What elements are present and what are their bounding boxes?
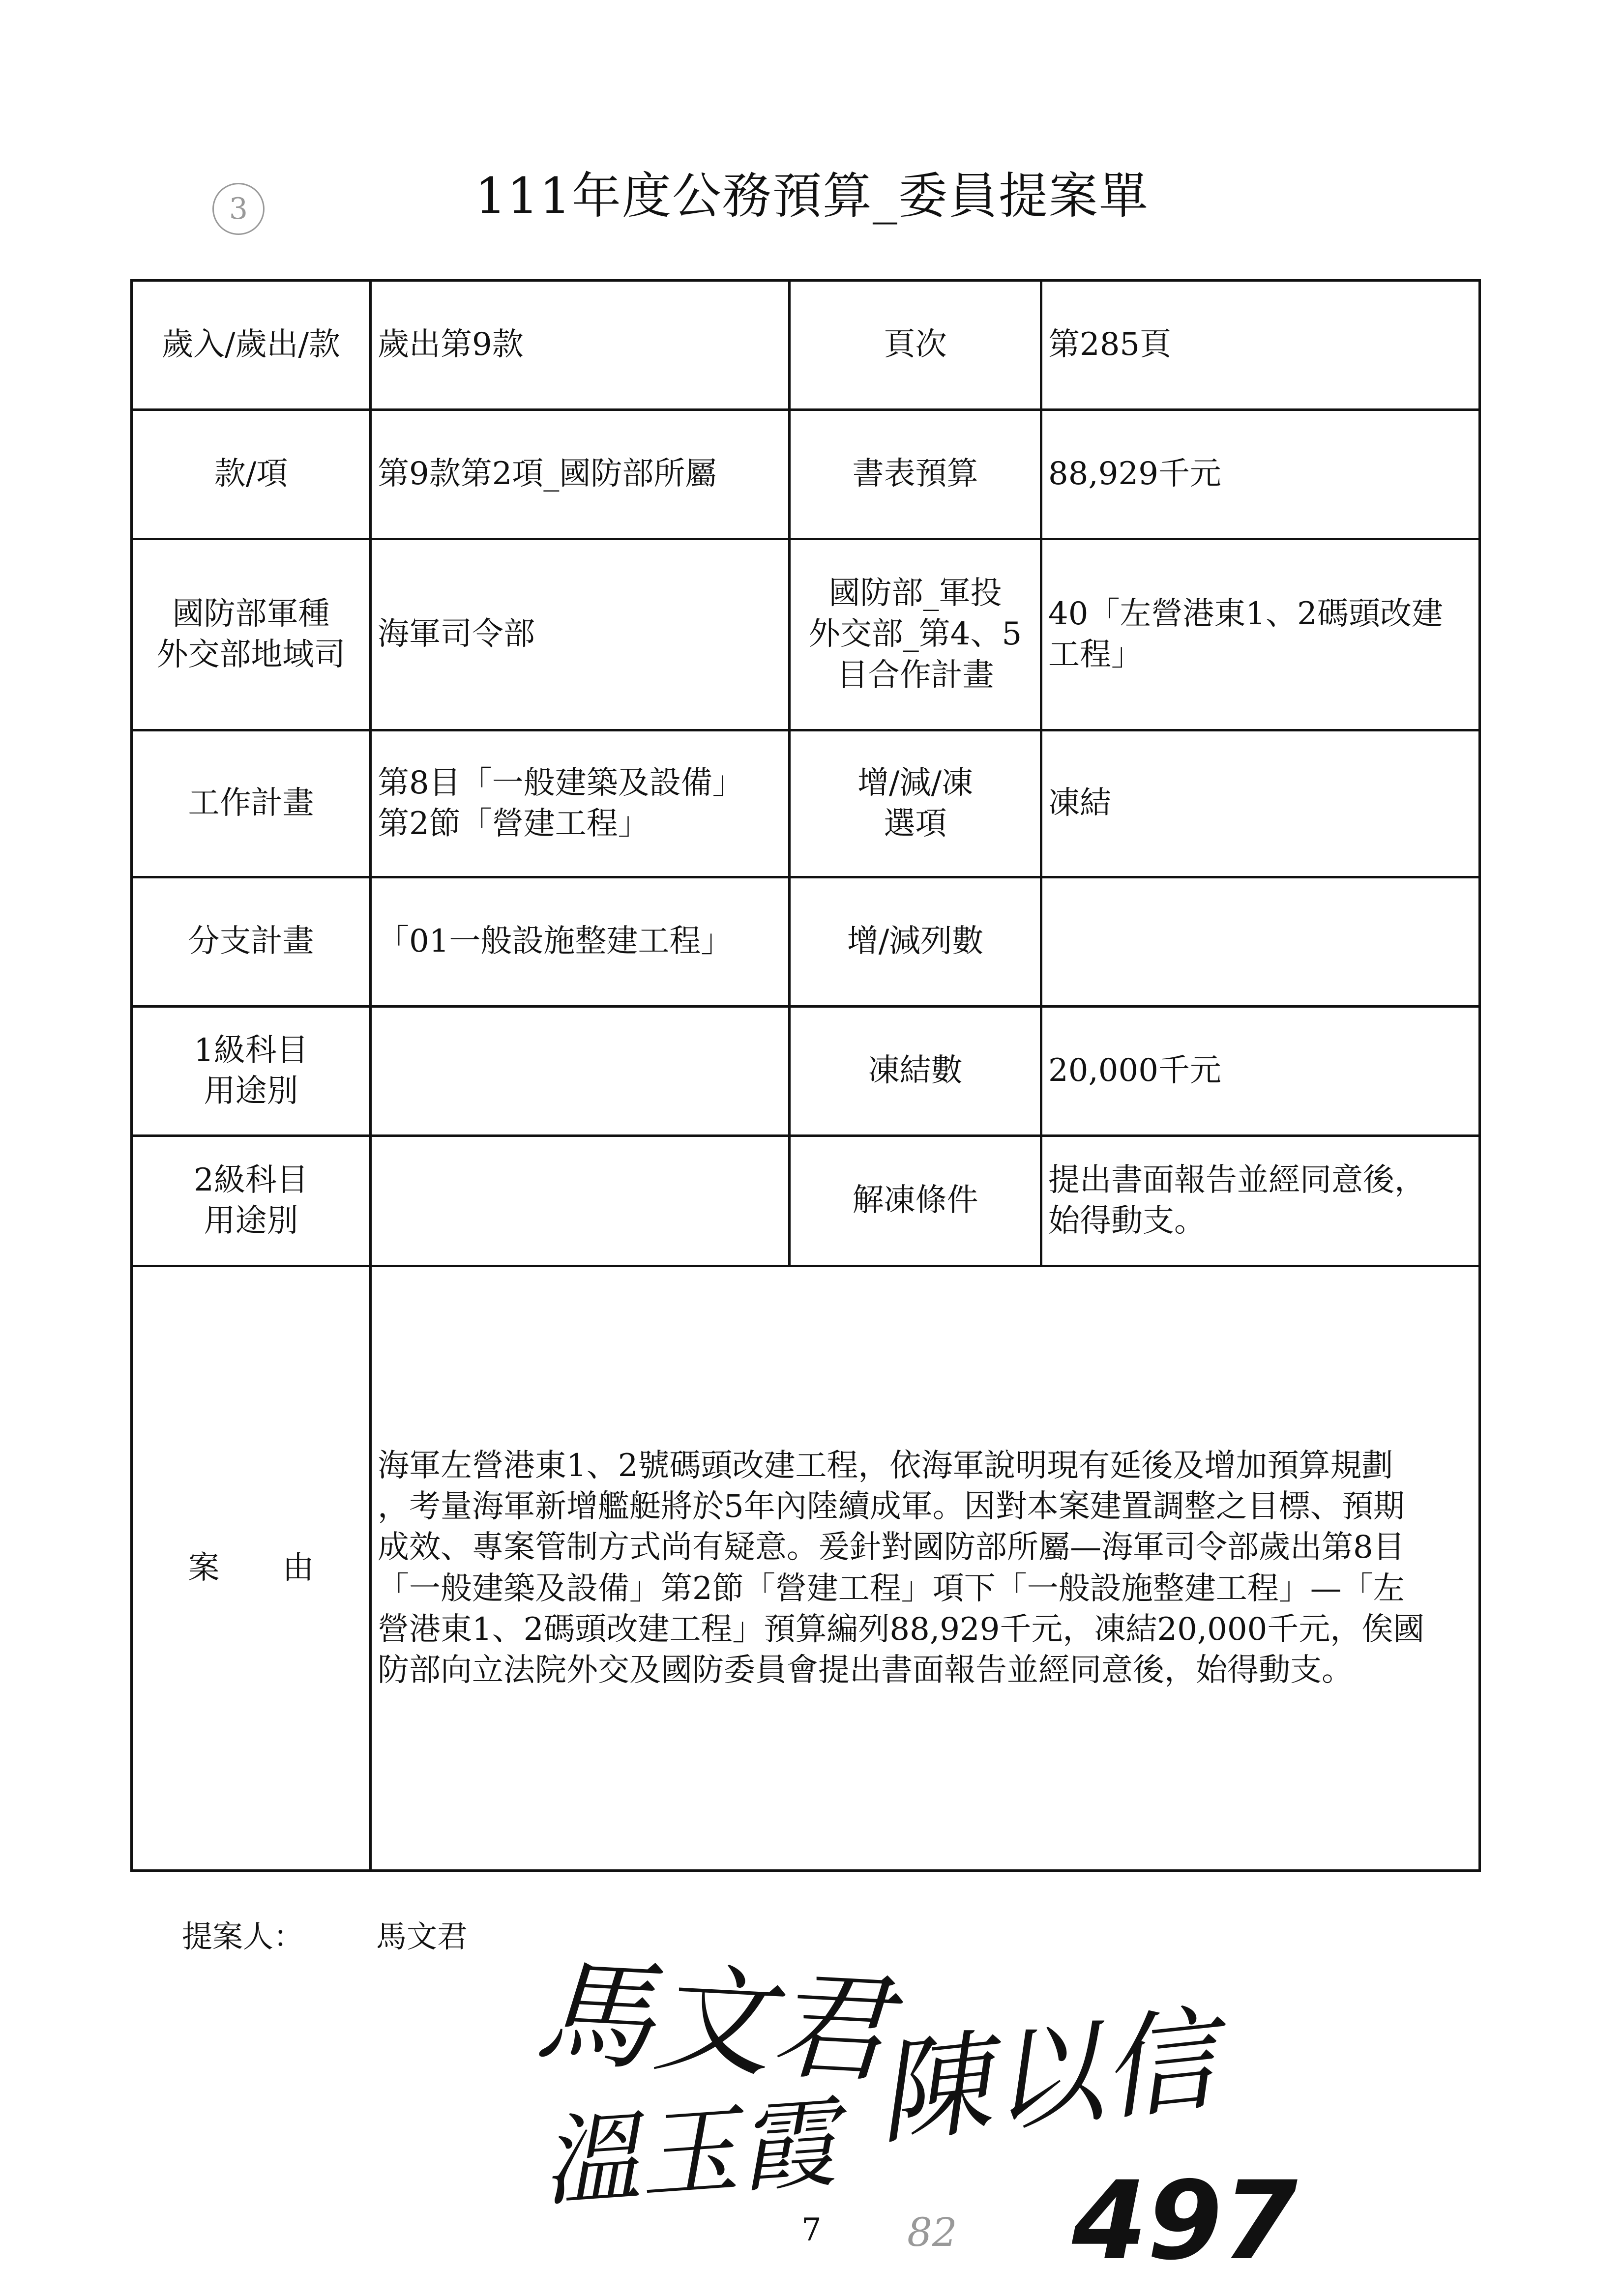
- signature-2: 溫玉霞: [537, 2086, 840, 2221]
- label-option: [790, 730, 1041, 877]
- label-level1-line1: 1級科目: [194, 1032, 308, 1069]
- value-unfreeze-line2: 始得動支。: [1048, 1203, 1206, 1239]
- value-frozen-amount: 20,000千元: [1041, 1007, 1480, 1136]
- label-cooperation-plan: [790, 539, 1041, 730]
- label-option-line2: 選項: [884, 806, 947, 842]
- value-cooperation-plan: [1041, 539, 1480, 730]
- label-unit-line2: 外交部地域司: [156, 637, 346, 673]
- reason-line: 海軍左營港東1、2號碼頭改建工程，依海軍說明現有延後及增加預算規劃: [378, 1447, 1393, 1484]
- label-level2-subject: [132, 1136, 371, 1266]
- value-work-plan-line2: 第2節「營建工程」: [378, 806, 650, 842]
- form-row-work-plan: [132, 730, 1480, 877]
- label-cooperation-line2: 外交部_第4、5: [808, 616, 1022, 653]
- label-cooperation-line1: 國防部_軍投: [828, 575, 1002, 612]
- value-option: 凍結: [1041, 730, 1480, 877]
- value-reason: [371, 1266, 1480, 1871]
- value-cooperation-line1: 40「左營港東1、2碼頭改建: [1048, 595, 1443, 632]
- reason-line: ，考量海軍新增艦艇將於5年內陸續成軍。因對本案建置調整之目標、預期: [378, 1488, 1405, 1525]
- label-reason: 案 由: [132, 1266, 371, 1871]
- proposal-form-table: [130, 279, 1481, 1872]
- label-level1-line2: 用途別: [204, 1073, 298, 1109]
- value-work-plan: [371, 730, 790, 877]
- value-unit: 海軍司令部: [371, 539, 790, 730]
- value-unfreeze-line1: 提出書面報告並經同意後，: [1048, 1162, 1426, 1198]
- form-row-level2-subject: [132, 1136, 1480, 1266]
- reason-line: 營港東1、2碼頭改建工程」預算編列88,929千元，凍結20,000千元，俟國: [378, 1611, 1425, 1648]
- label-level2-line2: 用途別: [204, 1203, 298, 1239]
- proposer-name: 馬文君: [376, 1918, 468, 1954]
- value-page: 第285頁: [1041, 281, 1480, 410]
- label-adjust-amount: 增/減列數: [790, 877, 1041, 1007]
- form-row-unit: [132, 539, 1480, 730]
- form-row-level1-subject: [132, 1007, 1480, 1136]
- value-adjust-amount: [1041, 877, 1480, 1007]
- circled-number: 3: [212, 183, 265, 235]
- signature-1: 馬文君: [532, 1944, 893, 2100]
- reason-line: 「一般建築及設備」第2節「營建工程」項下「一般設施整建工程」—「左: [378, 1570, 1405, 1607]
- form-row-reason: [132, 1266, 1480, 1871]
- label-unfreeze-condition: 解凍條件: [790, 1136, 1041, 1266]
- proposer-label: 提案人：: [182, 1918, 304, 1954]
- page-number-faint: 82: [907, 2209, 957, 2255]
- label-unit-line1: 國防部軍種: [172, 595, 330, 632]
- signature-3: 陳以信: [870, 1994, 1222, 2161]
- label-page: 頁次: [790, 281, 1041, 410]
- form-row-section: [132, 410, 1480, 539]
- value-budget-amount: 88,929千元: [1041, 410, 1480, 539]
- label-cooperation-line3: 目合作計畫: [836, 657, 994, 694]
- label-section: 款/項: [132, 410, 371, 539]
- value-level2-subject: [371, 1136, 790, 1266]
- label-level2-line1: 2級科目: [194, 1162, 308, 1198]
- value-budget-type: 歲出第9款: [371, 281, 790, 410]
- value-level1-subject: [371, 1007, 790, 1136]
- page-number: 7: [801, 2212, 822, 2248]
- label-frozen-amount: 凍結數: [790, 1007, 1041, 1136]
- value-unfreeze-condition: [1041, 1136, 1480, 1266]
- label-budget-type: 歲入/歲出/款: [132, 281, 371, 410]
- reason-line: 防部向立法院外交及國防委員會提出書面報告並經同意後，始得動支。: [378, 1652, 1353, 1688]
- label-branch-plan: 分支計畫: [132, 877, 371, 1007]
- value-branch-plan: 「01一般設施整建工程」: [371, 877, 790, 1007]
- label-level1-subject: [132, 1007, 371, 1136]
- label-work-plan: 工作計畫: [132, 730, 371, 877]
- label-option-line1: 增/減/凍: [857, 764, 974, 801]
- form-row-branch-plan: [132, 877, 1480, 1007]
- value-cooperation-line2: 工程」: [1048, 637, 1143, 673]
- form-row-budget-type: [132, 281, 1480, 410]
- value-section: 第9款第2項_國防部所屬: [371, 410, 790, 539]
- reason-line: 成效、專案管制方式尚有疑意。爰針對國防部所屬—海軍司令部歲出第8目: [378, 1529, 1405, 1566]
- label-budget-amount: 書表預算: [790, 410, 1041, 539]
- page-title: 111年度公務預算_委員提案單: [475, 167, 1149, 225]
- handwritten-number: 497: [1072, 2158, 1298, 2284]
- value-work-plan-line1: 第8目「一般建築及設備」: [378, 764, 744, 801]
- label-unit: [132, 539, 371, 730]
